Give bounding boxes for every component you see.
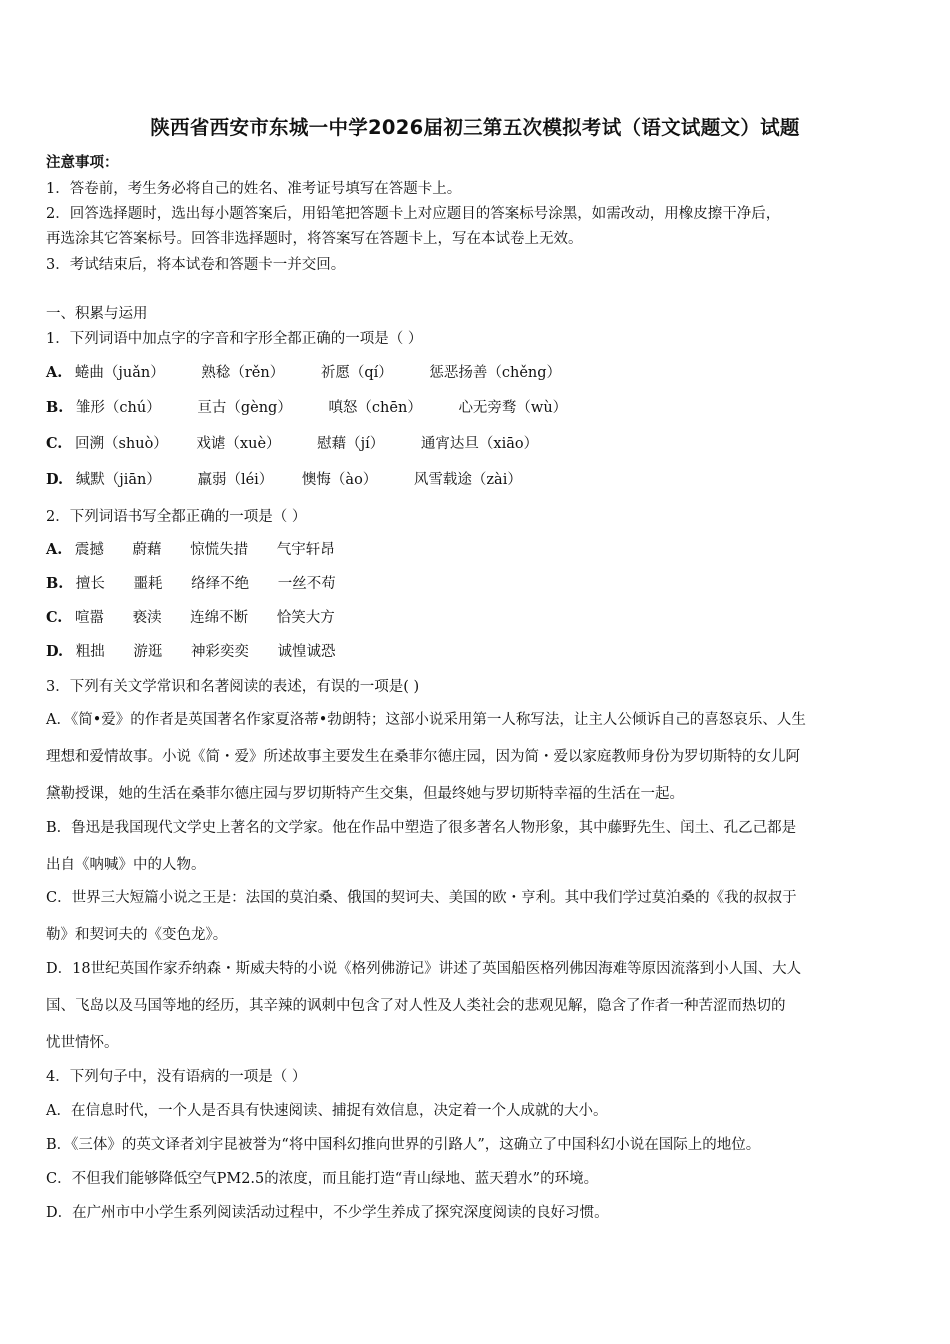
option-item: 戏谑（xuè） — [196, 436, 281, 452]
option-letter: C. — [46, 435, 63, 452]
option-item: 蜷曲（juǎn） — [74, 365, 165, 381]
q3-text-line: C．世界三大短篇小说之王是：法国的莫泊桑、俄国的契诃夫、美国的欧・亨利。其中我们学过莫泊桑的《我的叔叔于 — [46, 890, 797, 906]
option-letter: C. — [46, 609, 63, 626]
q3-text-line: 勒》和契诃夫的《变色龙》。 — [46, 927, 228, 943]
option-item: 粗拙 — [75, 644, 105, 660]
option-item: 心无旁骛（wù） — [458, 400, 568, 416]
option-letter: D. — [46, 643, 64, 660]
option-item: 连绵不断 — [190, 610, 249, 626]
q2-option-c — [46, 606, 335, 627]
option-letter: B. — [46, 399, 64, 416]
notice-item: 1．答卷前，考生务必将自己的姓名、准考证号填写在答题卡上。 — [46, 181, 462, 197]
q1-option-c — [46, 432, 538, 453]
option-item: 慰藉（jí） — [317, 436, 385, 452]
option-letter: A. — [46, 364, 63, 381]
option-item: 喧嚣 — [74, 610, 104, 626]
q2-option-d — [46, 640, 336, 661]
option-item: 雏形（chú） — [75, 400, 161, 416]
option-item: 惩恶扬善（chěng） — [429, 365, 562, 381]
option-letter: A. — [46, 541, 63, 558]
option-item: 缄默（jiān） — [75, 472, 161, 488]
option-item: 气宇轩昂 — [276, 542, 335, 558]
q3-text-line: A．《简•爱》的作者是英国著名作家夏洛蒂•勃朗特；这部小说采用第一人称写法，让主人公倾诉自己的喜怒哀乐、人生 — [46, 712, 806, 728]
q1-option-a — [46, 361, 561, 382]
q2-stem: 2．下列词语书写全都正确的一项是（ ） — [46, 509, 307, 525]
option-item: 嗔怒（chēn） — [328, 400, 422, 416]
q2-option-a — [46, 538, 335, 559]
option-item: 风雪载途（zài） — [413, 472, 522, 488]
q4-stem: 4．下列句子中，没有语病的一项是（ ） — [46, 1069, 307, 1085]
q3-text-line: 国、飞岛以及马国等地的经历，其辛辣的讽刺中包含了对人性及人类社会的悲观见解，隐含了作者一种苦涩而热切的 — [46, 998, 786, 1014]
q4-option: A．在信息时代，一个人是否具有快速阅读、捕捉有效信息，决定着一个人成就的大小。 — [46, 1103, 608, 1119]
option-item: 蔚藉 — [132, 542, 162, 558]
option-item: 懊悔（ào） — [301, 472, 378, 488]
option-letter: B. — [46, 575, 64, 592]
option-item: 一丝不苟 — [277, 576, 336, 592]
option-item: 络绎不绝 — [191, 576, 250, 592]
option-item: 恰笑大方 — [276, 610, 335, 626]
section-heading: 一、积累与运用 — [46, 306, 148, 322]
q1-option-b — [46, 396, 567, 417]
q3-text-line: B．鲁迅是我国现代文学史上著名的文学家。他在作品中塑造了很多著名人物形象，其中藤野先生、闰土、孔乙己都是 — [46, 820, 797, 836]
page-title: 陕西省西安市东城一中学2026届初三第五次模拟考试（语文试题文）试题 — [150, 116, 800, 139]
q3-text-line: 理想和爱情故事。小说《简・爱》所述故事主要发生在桑菲尔德庄园，因为简・爱以家庭教师身份为罗切斯特的女儿阿 — [46, 749, 800, 765]
q4-option: B．《三体》的英文译者刘宇昆被誉为“将中国科幻推向世界的引路人”，这确立了中国科幻小说在国际上的地位。 — [46, 1137, 761, 1153]
q1-option-d — [46, 468, 522, 489]
notice-item: 3．考试结束后，将本试卷和答题卡一并交回。 — [46, 257, 346, 273]
option-item: 熟稔（rěn） — [201, 365, 285, 381]
q4-option: C．不但我们能够降低空气PM2.5的浓度，而且能打造“青山绿地、蓝天碧水”的环境。 — [46, 1171, 599, 1187]
option-item: 亵渎 — [132, 610, 162, 626]
option-item: 羸弱（léi） — [197, 472, 274, 488]
option-item: 神彩奕奕 — [190, 644, 249, 660]
option-item: 震撼 — [74, 542, 104, 558]
option-item: 惊慌失措 — [190, 542, 249, 558]
option-item: 诚惶诚恐 — [277, 644, 336, 660]
notice-item: 2．回答选择题时，选出每小题答案后，用铅笔把答题卡上对应题目的答案标号涂黑，如需改动，用橡皮擦干净后， — [46, 206, 781, 222]
q3-text-line: 黛勒授课，她的生活在桑菲尔德庄园与罗切斯特产生交集，但最终她与罗切斯特幸福的生活在一起。 — [46, 786, 684, 802]
option-item: 噩耗 — [133, 576, 163, 592]
q3-text-line: D．18世纪英国作家乔纳森・斯威夫特的小说《格列佛游记》讲述了英国船医格列佛因海难等原因流落到小人国、大人 — [46, 961, 802, 977]
q2-option-b — [46, 572, 336, 593]
option-letter: D. — [46, 471, 64, 488]
notice-item: 再选涂其它答案标号。回答非选择题时，将答案写在答题卡上，写在本试卷上无效。 — [46, 231, 583, 247]
option-item: 祈愿（qí） — [320, 365, 393, 381]
notice-heading: 注意事项： — [46, 154, 119, 171]
option-item: 游逛 — [133, 644, 163, 660]
q1-stem: 1．下列词语中加点字的字音和字形全都正确的一项是（ ） — [46, 331, 423, 347]
option-item: 回溯（shuò） — [74, 436, 168, 452]
option-item: 亘古（gèng） — [197, 400, 292, 416]
option-item: 擅长 — [75, 576, 105, 592]
q4-option: D．在广州市中小学生系列阅读活动过程中，不少学生养成了探究深度阅读的良好习惯。 — [46, 1205, 609, 1221]
q3-stem: 3．下列有关文学常识和名著阅读的表述，有误的一项是( ) — [46, 679, 420, 695]
q3-text-line: 忧世情怀。 — [46, 1035, 119, 1051]
option-item: 通宵达旦（xiāo） — [420, 436, 539, 452]
q3-text-line: 出自《呐喊》中的人物。 — [46, 857, 206, 873]
